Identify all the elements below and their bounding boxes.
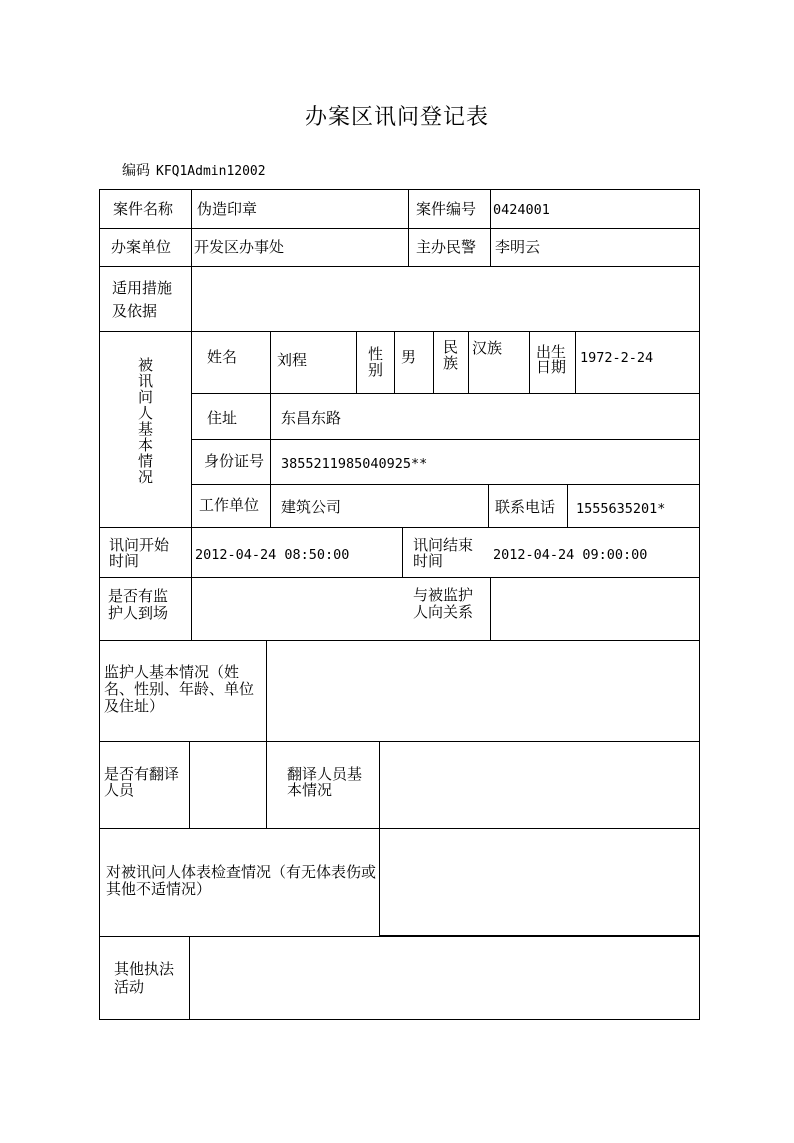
workplace-value: 建筑公司: [281, 498, 342, 516]
guardian-present-label: 是否有监护人到场: [108, 587, 169, 622]
officer-value: 李明云: [495, 238, 541, 256]
measures-label: 适用措施及依据: [112, 279, 173, 320]
page-title: 办案区讯问登记表: [304, 105, 489, 130]
guardian-info-label: 监护人基本情况（姓名、性别、年龄、单位及住址）: [104, 663, 255, 715]
officer-label: 主办民警: [416, 238, 477, 256]
name-label: 姓名: [207, 348, 238, 366]
gender-value: 男: [401, 348, 417, 366]
form-code: [122, 160, 266, 180]
name-value: 刘程: [277, 351, 308, 369]
translator-label: 是否有翻译人员: [104, 765, 180, 799]
phone-value: 1555635201*: [576, 501, 666, 517]
unit-label: 办案单位: [111, 238, 172, 256]
translator-info-label: 翻译人员基本情况: [287, 765, 363, 799]
other-label: 其他执法活动: [114, 960, 175, 996]
code-label: 编码: [122, 163, 150, 179]
phone-label: 联系电话: [495, 498, 556, 516]
start-value: 2012-04-24 08:50:00: [195, 547, 350, 563]
gender-label: 性别: [368, 345, 384, 379]
case-name-label: 案件名称: [113, 200, 174, 218]
code-value: KFQ1Admin12002: [156, 164, 266, 179]
start-label: 讯问开始时间: [109, 536, 170, 570]
case-name-value: 伪造印章: [197, 200, 258, 218]
id-label: 身份证号: [204, 452, 265, 470]
address-value: 东昌东路: [281, 409, 342, 427]
address-label: 住址: [207, 409, 238, 427]
birth-label: 出生日期: [536, 343, 567, 376]
ethnicity-value: 汉族: [472, 339, 503, 357]
workplace-label: 工作单位: [199, 496, 260, 514]
id-value: 3855211985040925**: [281, 456, 428, 472]
body-check-label: 对被讯问人体表检查情况（有无体表伤或其他不适情况）: [106, 863, 377, 898]
relation-label: 与被监护人向关系: [413, 586, 474, 621]
end-value: 2012-04-24 09:00:00: [493, 547, 648, 563]
birth-value: 1972-2-24: [580, 350, 654, 366]
subject-section-label: 被讯问人基本情况: [136, 357, 154, 485]
unit-value: 开发区办事处: [194, 238, 285, 256]
case-number-label: 案件编号: [416, 200, 477, 218]
end-label: 讯问结束时间: [413, 536, 474, 570]
ethnicity-label: 民族: [443, 338, 459, 372]
case-number-value: 0424001: [493, 202, 550, 218]
